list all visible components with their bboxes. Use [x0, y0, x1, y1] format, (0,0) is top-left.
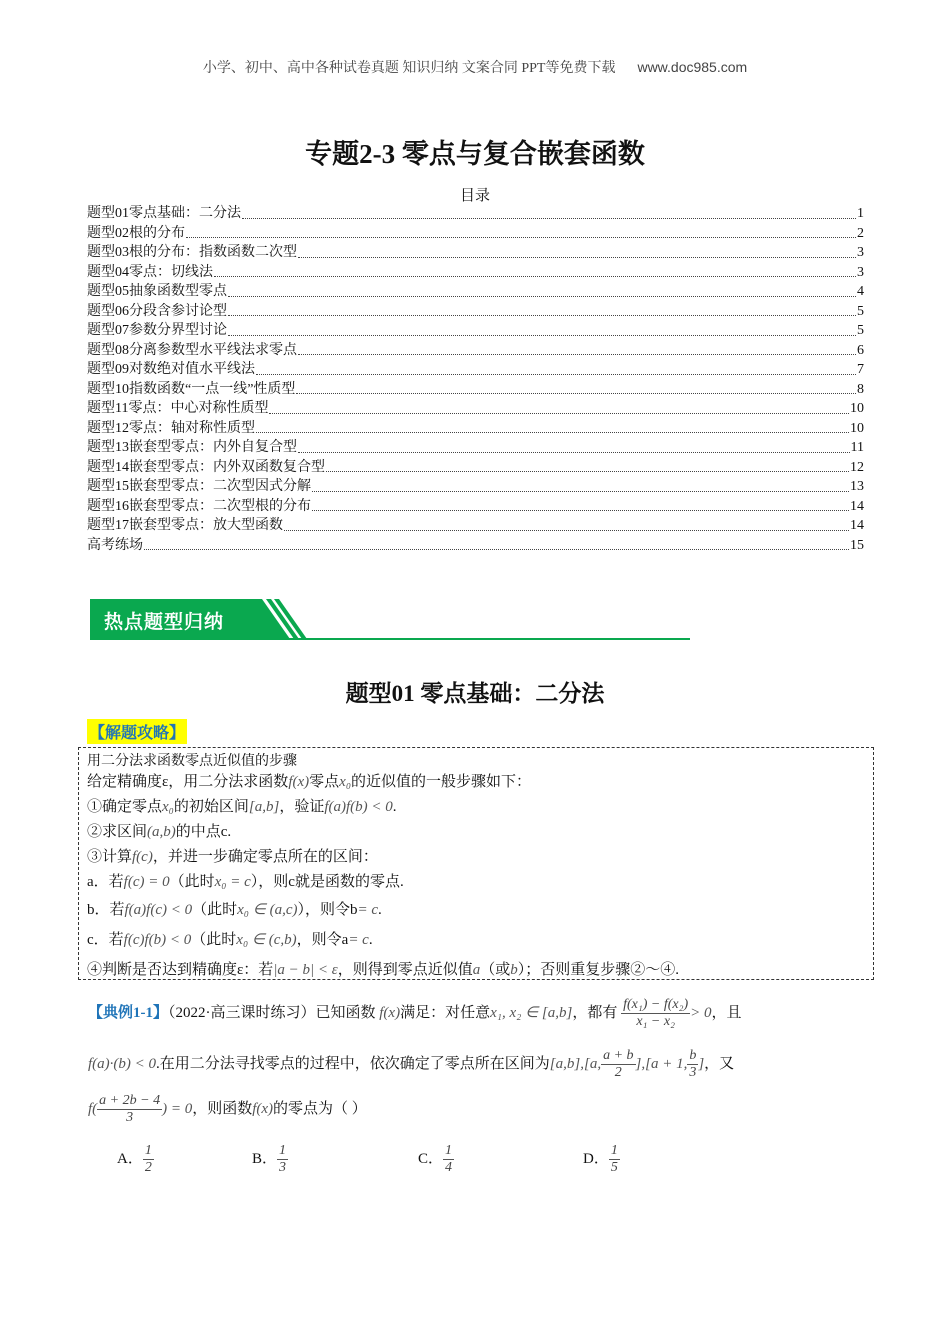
- fraction: $\frac{\text{f(x₁) − f(x₂)}}{\text{x₁ − x₂}}$: [623, 997, 689, 1029]
- page-header: [0, 57, 950, 77]
- toc-item-label: 题型06分段含参讨论型: [87, 303, 227, 319]
- text: c．若: [87, 932, 124, 948]
- fraction: $\frac{1}{4}$: [445, 1143, 453, 1175]
- toc-leader: [312, 477, 849, 492]
- toc-item[interactable]: [87, 497, 864, 517]
- option-letter: B．: [252, 1150, 278, 1167]
- text: ，并进一步确定零点所在的区间：: [152, 849, 378, 865]
- step-line: [87, 958, 679, 979]
- math: f(a)·(b) < 0: [88, 1055, 157, 1072]
- toc-leader: [228, 321, 856, 336]
- text: 零点: [309, 774, 340, 790]
- math: f(c): [132, 849, 153, 865]
- text: 的零点为（ ）: [273, 1100, 367, 1117]
- toc-item-label: 题型07参数分界型讨论: [87, 323, 227, 338]
- text: ①确定零点: [87, 799, 163, 815]
- stripes-decoration-icon: [250, 599, 310, 641]
- text: ），则c就是函数的零点.: [250, 874, 404, 890]
- math: f(a)f(b) < 0: [324, 799, 393, 815]
- text: ，则令a: [296, 932, 349, 948]
- toc-page-number: 5: [857, 303, 864, 319]
- fraction: $\frac{a + b}{2}$: [603, 1048, 634, 1080]
- toc-leader: [186, 224, 856, 239]
- text: （或: [480, 962, 511, 978]
- toc-leader: [256, 360, 856, 375]
- example-label: 【典例1-1】: [88, 1004, 168, 1021]
- step-line: [87, 795, 397, 816]
- toc-leader: [228, 282, 856, 297]
- option-letter: D．: [583, 1150, 609, 1167]
- toc-item-label: 题型12零点：轴对称性质型: [87, 420, 255, 436]
- math: [a,b]: [248, 799, 280, 815]
- toc-page-number: 3: [857, 245, 864, 260]
- toc-item-label: 题型01零点基础：二分法: [87, 206, 241, 221]
- fraction: $\frac{1}{3}$: [279, 1143, 287, 1175]
- example-line-3: [88, 1093, 367, 1126]
- toc-page-number: 14: [850, 498, 864, 514]
- text: .: [368, 932, 373, 948]
- toc-item-label: 题型03根的分布：指数函数二次型: [87, 245, 297, 260]
- toc-item-label: 题型05抽象函数型零点: [87, 284, 227, 299]
- toc-item[interactable]: [87, 224, 864, 244]
- step-line: [87, 770, 531, 791]
- toc-page-number: 6: [857, 342, 864, 358]
- toc-item[interactable]: [87, 419, 864, 439]
- fraction: $\frac{a + 2b - 4}{3}$: [99, 1093, 161, 1125]
- table-of-contents: [87, 204, 864, 555]
- toc-page-number: 12: [850, 459, 864, 475]
- toc-item[interactable]: [87, 263, 864, 283]
- toc-item-label: 题型04零点：切线法: [87, 264, 213, 280]
- toc-item-label: 题型11零点：中心对称性质型: [87, 401, 269, 416]
- text: 给定精确度ε，用二分法求函数: [87, 774, 289, 790]
- text: .: [378, 902, 382, 918]
- math: f(a)f(c) < 0: [124, 902, 193, 918]
- math: = c: [357, 902, 379, 918]
- math: x₁, x₂ ∈ [a,b]: [490, 1004, 573, 1021]
- toc-item-label: 高考练场: [87, 537, 143, 553]
- math: f(c)f(b) < 0: [123, 932, 192, 948]
- toc-page-number: 3: [857, 264, 864, 280]
- toc-item[interactable]: [87, 321, 864, 341]
- math: x₀ ∈ (a,c): [237, 902, 298, 918]
- text: ④判断是否达到精确度ε：若: [87, 962, 274, 978]
- toc-item[interactable]: [87, 360, 864, 380]
- text: （此时: [191, 932, 237, 948]
- text: ，验证: [279, 799, 325, 815]
- answer-option-a[interactable]: [117, 1143, 154, 1176]
- toc-item[interactable]: [87, 282, 864, 302]
- example-line-1: [88, 997, 742, 1030]
- toc-leader: [284, 516, 849, 531]
- toc-page-number: 5: [857, 323, 864, 338]
- step-line: [87, 820, 231, 841]
- text: ，则得到零点近似值: [337, 962, 473, 978]
- math: = c: [348, 932, 369, 948]
- text: ）；否则重复步骤②～④.: [517, 962, 680, 978]
- section-title: 题型01 零点基础：二分法: [345, 681, 605, 706]
- step-line: [87, 845, 378, 866]
- toc-page-number: 10: [850, 420, 864, 436]
- toc-item[interactable]: [87, 380, 864, 400]
- toc-item[interactable]: [87, 302, 864, 322]
- text: b．若: [87, 902, 125, 918]
- text: ），则令b: [297, 902, 358, 918]
- toc-item-label: 题型08分离参数型水平线法求零点: [87, 342, 297, 358]
- math: x₀: [162, 799, 174, 815]
- toc-item-label: 题型13嵌套型零点：内外自复合型: [87, 440, 297, 455]
- fraction: $\frac{1}{5}$: [610, 1143, 618, 1175]
- toc-page-number: 13: [850, 479, 864, 494]
- section-banner: [90, 599, 690, 641]
- option-letter: A．: [117, 1150, 143, 1167]
- text: .: [392, 799, 397, 815]
- text: a．若: [87, 874, 124, 890]
- math: ],[a + 1,: [635, 1055, 688, 1072]
- toc-item[interactable]: [87, 341, 864, 361]
- text: ，都有: [572, 1004, 618, 1021]
- strategy-tag: 【解题攻略】: [87, 719, 187, 744]
- toc-item[interactable]: [87, 477, 864, 497]
- toc-leader: [298, 438, 850, 453]
- text: （此时: [192, 902, 238, 918]
- toc-item[interactable]: [87, 516, 864, 536]
- toc-leader: [312, 497, 849, 512]
- fraction: $\frac{1}{2}$: [144, 1143, 152, 1175]
- toc-leader: [326, 458, 849, 473]
- step-line: [87, 870, 404, 891]
- toc-item[interactable]: [87, 204, 864, 224]
- text: ，且: [711, 1004, 742, 1021]
- toc-item[interactable]: [87, 243, 864, 263]
- header-url[interactable]: www.doc985.com: [637, 59, 748, 75]
- toc-leader: [256, 419, 849, 434]
- step-line: [87, 898, 382, 919]
- toc-item-label: 题型14嵌套型零点：内外双函数复合型: [87, 459, 325, 475]
- toc-item-label: 题型15嵌套型零点：二次型因式分解: [87, 479, 311, 494]
- toc-leader: [214, 263, 856, 278]
- toc-item[interactable]: [87, 458, 864, 478]
- text: 的近似值的一般步骤如下：: [351, 774, 532, 790]
- toc-page-number: 15: [850, 537, 864, 553]
- toc-item[interactable]: [87, 438, 864, 458]
- toc-item-label: 题型17嵌套型零点：放大型函数: [87, 518, 283, 533]
- toc-item-label: 题型02根的分布: [87, 225, 185, 241]
- toc-item-label: 题型16嵌套型零点：二次型根的分布: [87, 498, 311, 514]
- toc-page-number: 11: [850, 440, 864, 455]
- answer-option-b[interactable]: [252, 1143, 288, 1176]
- answer-option-d[interactable]: [583, 1143, 620, 1176]
- math: f(x): [252, 1100, 274, 1117]
- toc-page-number: 4: [857, 284, 864, 299]
- answer-option-c[interactable]: [418, 1143, 454, 1176]
- math: [a,: [583, 1055, 602, 1072]
- example-line-2: [88, 1048, 734, 1081]
- math: ]: [698, 1055, 705, 1072]
- math: f(c) = 0: [123, 874, 170, 890]
- math: f(: [88, 1100, 98, 1117]
- math: (a,b): [147, 824, 176, 840]
- math: > 0: [690, 1004, 712, 1021]
- option-letter: C．: [418, 1150, 444, 1167]
- banner-label: 热点题型归纳: [104, 611, 225, 633]
- math: x₀ = c: [214, 874, 251, 890]
- toc-leader: [296, 380, 856, 395]
- toc-leader: [298, 243, 856, 258]
- toc-page-number: 1: [857, 206, 864, 221]
- text: （此时: [169, 874, 215, 890]
- text: 满足：对任意: [400, 1004, 491, 1021]
- document-title: 专题2-3 零点与复合嵌套函数: [305, 139, 645, 169]
- toc-heading: 目录: [459, 188, 490, 204]
- math: ) = 0: [162, 1100, 193, 1117]
- math: |a − b| < ε: [273, 962, 338, 978]
- text: ③计算: [87, 849, 133, 865]
- toc-page-number: 10: [850, 401, 864, 416]
- fraction: $\frac{b}{3}$: [689, 1048, 697, 1080]
- toc-item-label: 题型09对数绝对值水平线法: [87, 362, 255, 377]
- toc-page-number: 2: [857, 225, 864, 241]
- step-line: [87, 928, 373, 949]
- math: f(x): [379, 1004, 401, 1021]
- toc-leader: [269, 399, 849, 414]
- toc-leader: [298, 341, 856, 356]
- math: x₀ ∈ (c,b): [236, 932, 297, 948]
- text: 的中点c.: [175, 824, 232, 840]
- toc-item[interactable]: [87, 536, 864, 556]
- toc-item-label: 题型10指数函数“一点一线”性质型: [87, 381, 296, 397]
- toc-page-number: 8: [857, 381, 864, 397]
- header-text: 小学、初中、高中各种试卷真题 知识归纳 文案合同 PPT等免费下载: [202, 61, 616, 76]
- toc-item[interactable]: [87, 399, 864, 419]
- text: ②求区间: [87, 824, 148, 840]
- example-source: （2022·高三课时练习）已知函数: [168, 1004, 376, 1021]
- toc-leader: [242, 204, 856, 219]
- toc-page-number: 14: [850, 518, 864, 533]
- text: .在用二分法寻找零点的过程中，依次确定了零点所在区间为: [156, 1055, 550, 1072]
- toc-page-number: 7: [857, 362, 864, 377]
- toc-leader: [228, 302, 856, 317]
- text: 的初始区间: [173, 799, 249, 815]
- math: a: [472, 962, 481, 978]
- toc-leader: [144, 536, 849, 551]
- method-box: [78, 747, 874, 980]
- box-heading: 用二分法求函数零点近似值的步骤: [87, 753, 297, 769]
- text: ，又: [704, 1055, 735, 1072]
- math: b: [510, 962, 518, 978]
- text: ，则函数: [192, 1100, 253, 1117]
- math: x₀: [339, 774, 352, 790]
- math: f(x): [288, 774, 310, 790]
- math: [a,b],: [549, 1055, 584, 1072]
